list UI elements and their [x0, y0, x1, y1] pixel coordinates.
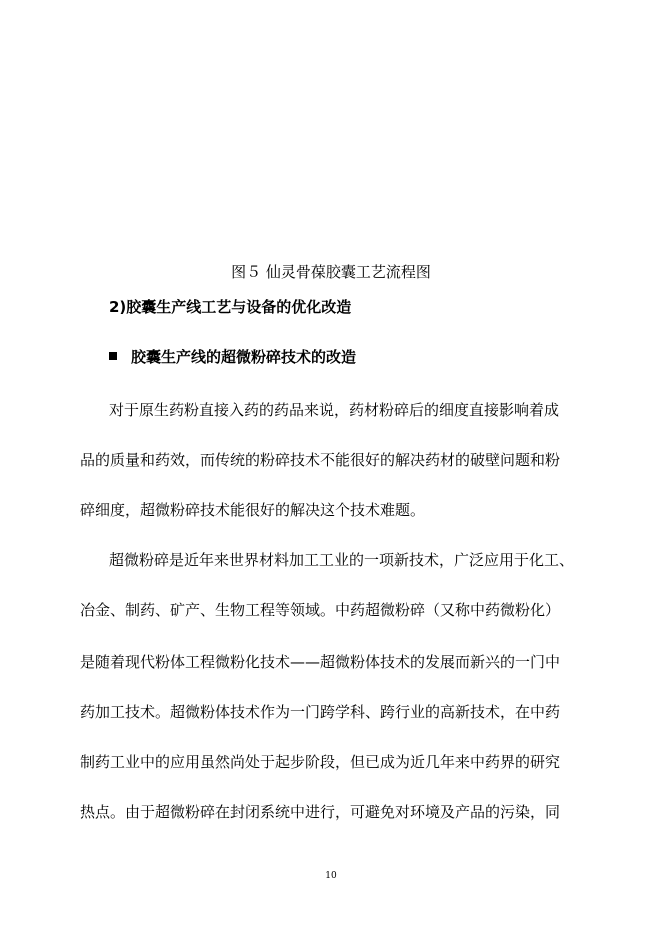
section-heading: 2)胶囊生产线工艺与设备的优化改造 [109, 298, 352, 316]
page-number: 10 [325, 871, 337, 881]
subsection-heading-text: 胶囊生产线的超微粉碎技术的改造 [131, 348, 357, 366]
paragraph-line: 冶金、制药、矿产、生物工程等领域。中药超微粉碎（又称中药微粉化） [80, 601, 561, 619]
paragraph-line: 热点。由于超微粉碎在封闭系统中进行，可避免对环境及产品的污染，同 [80, 803, 561, 821]
paragraph-line: 对于原生药粉直接入药的药品来说，药材粉碎后的细度直接影响着成 [109, 401, 560, 419]
paragraph-line: 超微粉碎是近年来世界材料加工工业的一项新技术，广泛应用于化工、 [109, 551, 575, 569]
paragraph-line: 是随着现代粉体工程微粉化技术——超微粉体技术的发展而新兴的一门中 [80, 653, 561, 671]
paragraph-line: 药加工技术。超微粉体技术作为一门跨学科、跨行业的高新技术，在中药 [80, 703, 561, 721]
figure-caption: 图５ 仙灵骨葆胶囊工艺流程图 [231, 263, 431, 281]
paragraph-line: 品的质量和药效，而传统的粉碎技术不能很好的解决药材的破壁问题和粉 [80, 451, 561, 469]
paragraph-line: 制药工业中的应用虽然尚处于起步阶段，但已成为近几年来中药界的研究 [80, 753, 561, 771]
subsection-heading [109, 347, 356, 367]
square-bullet-icon [109, 352, 117, 360]
paragraph-line: 碎细度，超微粉碎技术能很好的解决这个技术难题。 [80, 501, 426, 519]
